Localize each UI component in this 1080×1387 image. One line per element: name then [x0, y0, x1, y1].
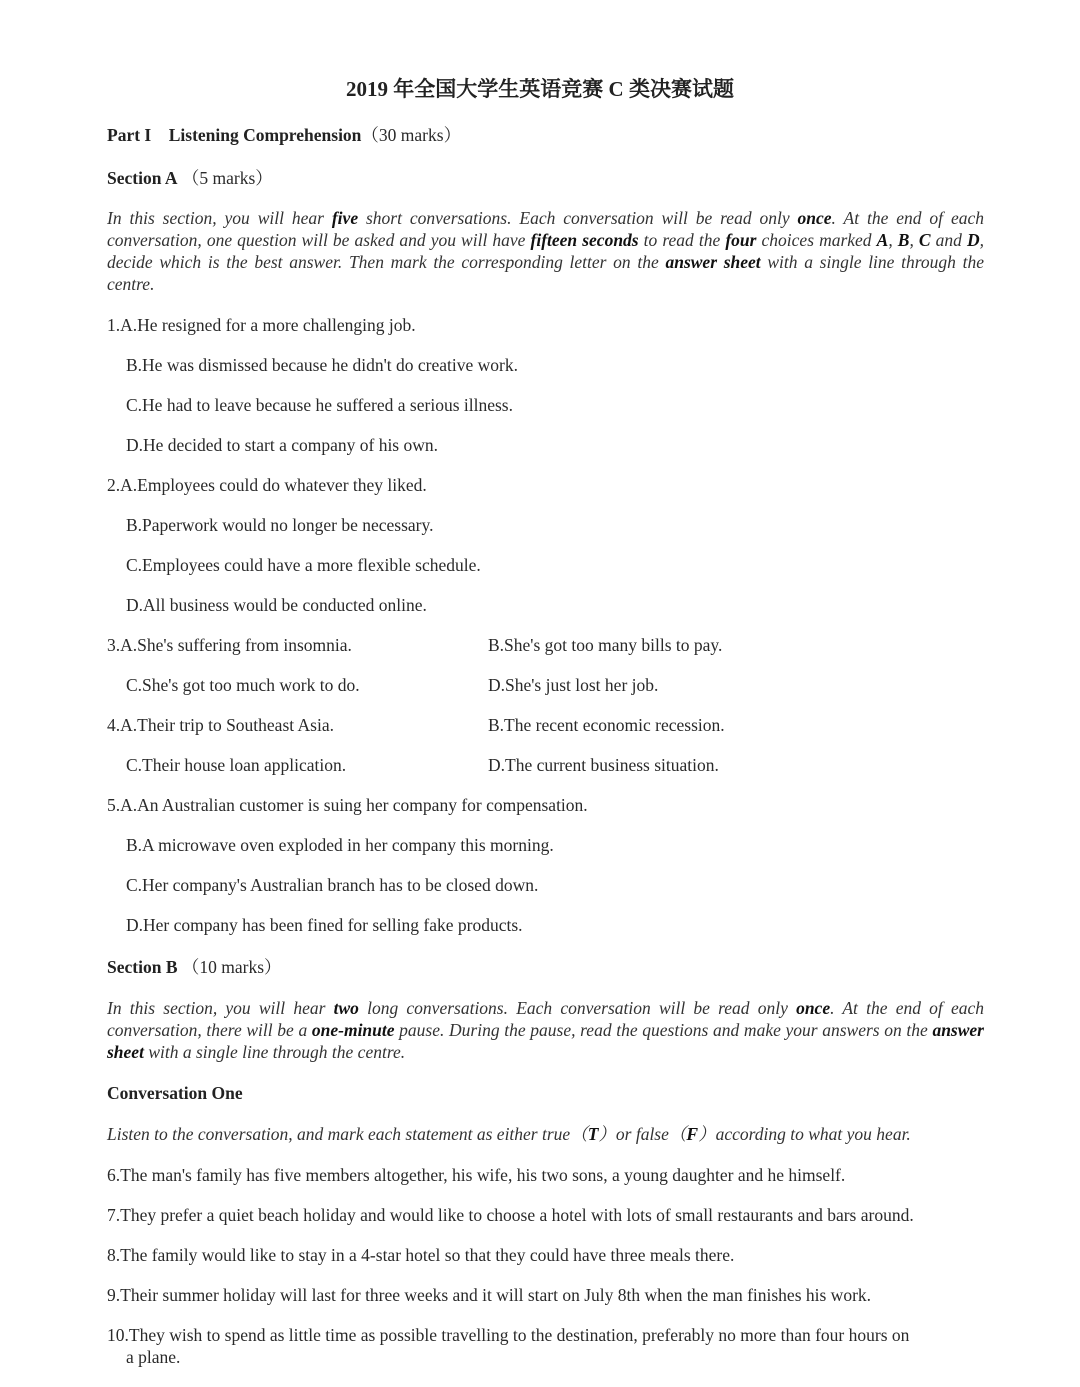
- q2-option-a: 2.A.Employees could do whatever they liked.: [107, 475, 427, 495]
- q4-option-c: C.Their house loan application.: [126, 755, 347, 775]
- section-b-marks: （10 marks）: [181, 957, 282, 977]
- q4-option-d: D.The current business situation.: [488, 755, 719, 775]
- q1-option-d: D.He decided to start a company of his own.: [126, 435, 439, 455]
- section-a-title: Section A: [107, 168, 178, 188]
- q4-option-b: B.The recent economic recession.: [488, 715, 725, 735]
- section-b-heading: [107, 956, 282, 978]
- part1-title: Part I Listening Comprehension: [107, 125, 362, 145]
- q1-option-b: B.He was dismissed because he didn't do creative work.: [126, 355, 518, 375]
- section-a-heading: [107, 167, 273, 189]
- q9-statement: 9.Their summer holiday will last for three weeks and it will start on July 8th when the man finishes his work.: [107, 1285, 872, 1305]
- q10-statement-line1: 10.They wish to spend as little time as possible travelling to the destination, preferably no more than four hours on: [107, 1325, 910, 1345]
- part1-marks: （30 marks）: [361, 125, 462, 145]
- q3-option-c: C.She's got too much work to do.: [126, 675, 360, 695]
- q2-option-b: B.Paperwork would no longer be necessary.: [126, 515, 434, 535]
- section-a-instructions: In this section, you will hear five short conversations. Each conversation will be read only once. At the end of each conversation, one question will be asked and you will have fifteen seconds to read the four choices marked A, B, C and D, decide which is the best answer. Then mark the corresponding letter on the answer sheet with a single line through the centre.: [107, 208, 985, 294]
- q6-statement: 6.The man's family has five members altogether, his wife, his two sons, a young daughter and he himself.: [107, 1165, 846, 1185]
- q3-option-d: D.She's just lost her job.: [488, 675, 659, 695]
- q10-statement-line2: a plane.: [126, 1347, 181, 1367]
- q5-option-a: 5.A.An Australian customer is suing her company for compensation.: [107, 795, 588, 815]
- section-b-title: Section B: [107, 957, 178, 977]
- q8-statement: 8.The family would like to stay in a 4-star hotel so that they could have three meals there.: [107, 1245, 735, 1265]
- q5-option-b: B.A microwave oven exploded in her company this morning.: [126, 835, 554, 855]
- q2-option-d: D.All business would be conducted online.: [126, 595, 427, 615]
- q5-option-d: D.Her company has been fined for selling fake products.: [126, 915, 523, 935]
- q1-option-c: C.He had to leave because he suffered a serious illness.: [126, 395, 513, 415]
- q3-option-a: 3.A.She's suffering from insomnia.: [107, 635, 352, 655]
- q2-option-c: C.Employees could have a more flexible schedule.: [126, 555, 481, 575]
- q5-option-c: C.Her company's Australian branch has to be closed down.: [126, 875, 539, 895]
- conversation-one-instructions: Listen to the conversation, and mark each statement as either true（T）or false（F）according to what you hear.: [107, 1124, 911, 1144]
- q1-option-a: 1.A.He resigned for a more challenging job.: [107, 315, 416, 335]
- q4-option-a: 4.A.Their trip to Southeast Asia.: [107, 715, 334, 735]
- section-b-instructions: In this section, you will hear two long conversations. Each conversation will be read only once. At the end of each conversation, there will be a one-minute pause. During the pause, read the questions and make your answers on the answer sheet with a single line through the centre.: [107, 998, 985, 1062]
- page-title: 2019 年全国大学生英语竞赛 C 类决赛试题: [346, 77, 734, 101]
- conversation-one-heading: Conversation One: [107, 1083, 243, 1103]
- q7-statement: 7.They prefer a quiet beach holiday and would like to choose a hotel with lots of small restaurants and bars around.: [107, 1205, 914, 1225]
- q3-option-b: B.She's got too many bills to pay.: [488, 635, 723, 655]
- part1-heading: [107, 124, 461, 146]
- section-a-marks: （5 marks）: [181, 168, 273, 188]
